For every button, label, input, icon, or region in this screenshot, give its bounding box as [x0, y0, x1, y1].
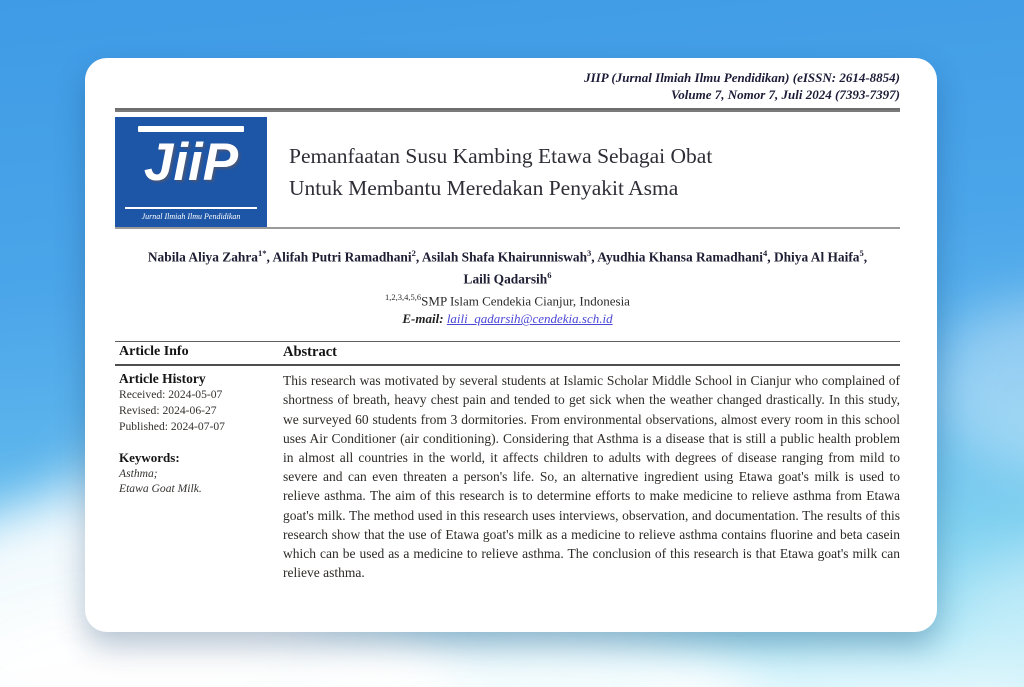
- logo-top-bar: [138, 126, 244, 132]
- journal-volume-issue: Volume 7, Nomor 7, Juli 2024 (7393-7397): [671, 86, 900, 102]
- header-double-rule: [115, 108, 900, 112]
- article-info-column: [115, 371, 283, 582]
- email-link[interactable]: laili_qadarsih@cendekia.sch.id: [446, 311, 613, 327]
- email-line: [115, 311, 900, 327]
- article-info-header: Article Info: [119, 344, 189, 360]
- revised-date: Revised: 2024-06-27: [119, 404, 217, 418]
- article-history-title: Article History: [119, 371, 206, 387]
- affiliation-line: [115, 292, 900, 309]
- keywords-title: Keywords:: [119, 449, 180, 465]
- logo-wordmark: JiiP: [143, 133, 239, 192]
- table-body-row: [115, 366, 900, 582]
- title-block: [115, 117, 900, 227]
- article-title-line1: Pemanfaatan Susu Kambing Etawa Sebagai Obat: [289, 144, 713, 168]
- email-label: E-mail:: [402, 311, 444, 327]
- cloud: [950, 545, 1024, 687]
- table-header-row: [115, 342, 900, 364]
- journal-masthead: [115, 70, 900, 103]
- published-date: Published: 2024-07-07: [119, 419, 225, 433]
- keyword-item: Etawa Goat Milk.: [119, 482, 202, 496]
- abstract-text: This research was motivated by several students at Islamic Scholar Middle School in Cianjur who complained of shortness of breath, heavy chest pain and tended to get sick when the weather changed drastically. In this study, we surveyed 60 students from 3 dormitories. From environmental observations, almost every room in this school uses Air Conditioner (air conditioning). Considering that Asthma is a disease that is still a public health problem in almost all countries in the world, it affects children to adults with degrees of disease ranging from mild to severe and can even threaten a person's life. So, an alternative ingredient using Etawa goat's milk is used to relieve asthma. The aim of this research is to determine efforts to make medicine to relieve asthma from Etawa goat's milk. The method used in this research uses interviews, observation, and documentation. The results of this research show that the use of Etawa goat's milk as a medicine to relieve asthma contains fluorine and beta casein which can be used as a medicine to relieve asthma. The conclusion of this research is that Etawa goat's milk can relieve asthma.: [283, 373, 900, 581]
- logo-bottom-rule: [115, 227, 900, 229]
- jiip-logo: [115, 117, 267, 227]
- keyword-item: Asthma;: [119, 466, 158, 480]
- article-info-table: [115, 341, 900, 582]
- article-title: [267, 117, 900, 227]
- authors-line: Nabila Aliya Zahra$^{1*}$, Alifah Putri Ramadhani$^2$, Asilah Shafa Khairunniswah$^3$, Ayudhia Khansa Ramadhani$^4$, Dhiya Al Haifa$^5$, Laili Qadarsih$^6$: [147, 248, 868, 287]
- affiliation-text: SMP Islam Cendekia Cianjur, Indonesia: [421, 293, 630, 309]
- paper-page: [85, 58, 937, 632]
- affiliation-superscripts: 1,2,3,4,5,6: [385, 291, 422, 302]
- article-title-line2: Untuk Membantu Meredakan Penyakit Asma: [289, 176, 679, 200]
- journal-name-issn: JIIP (Jurnal Ilmiah Ilmu Pendidikan) (eISSN: 2614-8854): [584, 70, 900, 85]
- cloud: [930, 300, 1024, 470]
- received-date: Received: 2024-05-07: [119, 388, 223, 402]
- abstract-header: Abstract: [283, 344, 337, 361]
- logo-subtitle: Jurnal Ilmiah Ilmu Pendidikan: [125, 207, 257, 221]
